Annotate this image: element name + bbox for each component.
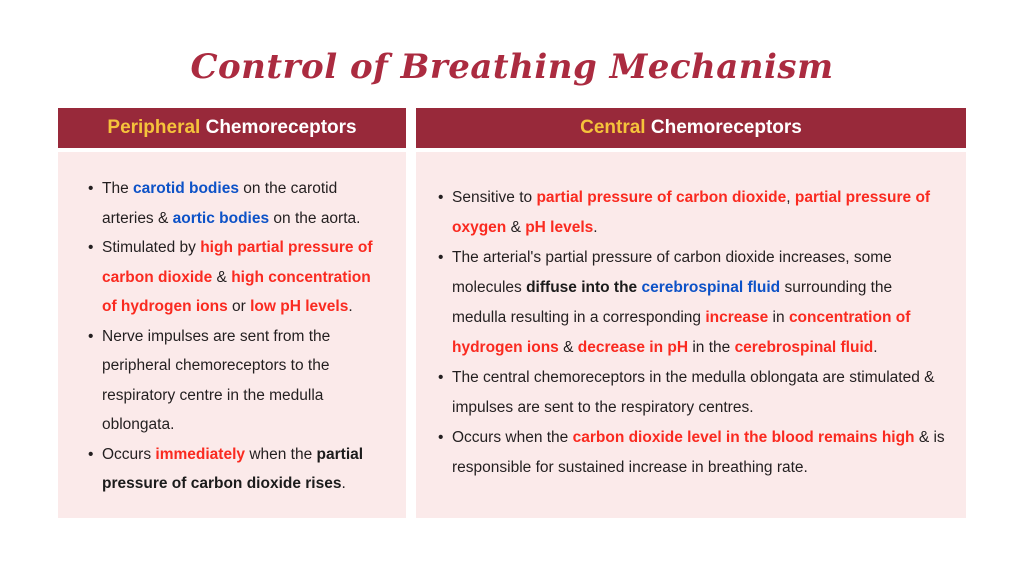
column-body-peripheral (58, 152, 406, 518)
list-item (88, 233, 388, 322)
list-item-text: Stimulated by high partial pressure of carbon dioxide & high concentration of hydrogen ions or low pH levels. (102, 239, 373, 315)
list-item-text: Occurs when the carbon dioxide level in the blood remains high & is responsible for sustained increase in breathing rate. (452, 429, 945, 476)
bullet-list-peripheral (88, 174, 388, 499)
bullet-dot-icon: • (438, 249, 444, 266)
list-item-text: The carotid bodies on the carotid arteries & aortic bodies on the aorta. (102, 180, 361, 227)
list-item (88, 322, 388, 440)
column-body-central (416, 152, 966, 518)
bullet-dot-icon: • (438, 369, 444, 386)
bullet-dot-icon: • (88, 445, 94, 463)
bullet-list-central (438, 183, 946, 483)
list-item (88, 174, 388, 233)
column-header-central-plain: Chemoreceptors (650, 117, 802, 138)
column-header-peripheral-accent: Peripheral (107, 117, 201, 138)
bullet-dot-icon: • (438, 429, 444, 446)
column-peripheral-chemoreceptors (58, 108, 406, 518)
column-header-central-accent: Central (580, 117, 646, 138)
list-item-text: Nerve impulses are sent from the peripheral chemoreceptors to the respiratory centre in the medulla oblongata. (102, 327, 331, 433)
comparison-columns (58, 108, 966, 518)
list-item (438, 363, 946, 423)
column-header-peripheral (58, 108, 406, 148)
list-item (438, 183, 946, 243)
list-item (88, 440, 388, 499)
column-header-peripheral-plain: Chemoreceptors (205, 117, 357, 138)
bullet-dot-icon: • (88, 180, 94, 197)
bullet-dot-icon: • (88, 239, 94, 256)
bullet-dot-icon: • (438, 189, 444, 206)
list-item-text: Sensitive to partial pressure of carbon dioxide, partial pressure of oxygen & pH levels. (452, 189, 931, 236)
list-item (438, 243, 946, 363)
page-title: Control of Breathing Mechanism (190, 47, 834, 87)
list-item (438, 423, 946, 483)
column-header-central (416, 108, 966, 148)
column-central-chemoreceptors (416, 108, 966, 518)
list-item-text: The central chemoreceptors in the medulla oblongata are stimulated & impulses are sent to the respiratory centres. (452, 369, 935, 416)
list-item-text: Occurs immediately when the partial pressure of carbon dioxide rises. (102, 445, 364, 492)
bullet-dot-icon: • (88, 327, 94, 345)
list-item-text: The arterial's partial pressure of carbon dioxide increases, some molecules diffuse into the cerebrospinal fluid surrounding the medulla resulting in a corresponding increase in concentration of hydrogen ions & decrease in pH in the cerebrospinal fluid. (452, 249, 911, 356)
